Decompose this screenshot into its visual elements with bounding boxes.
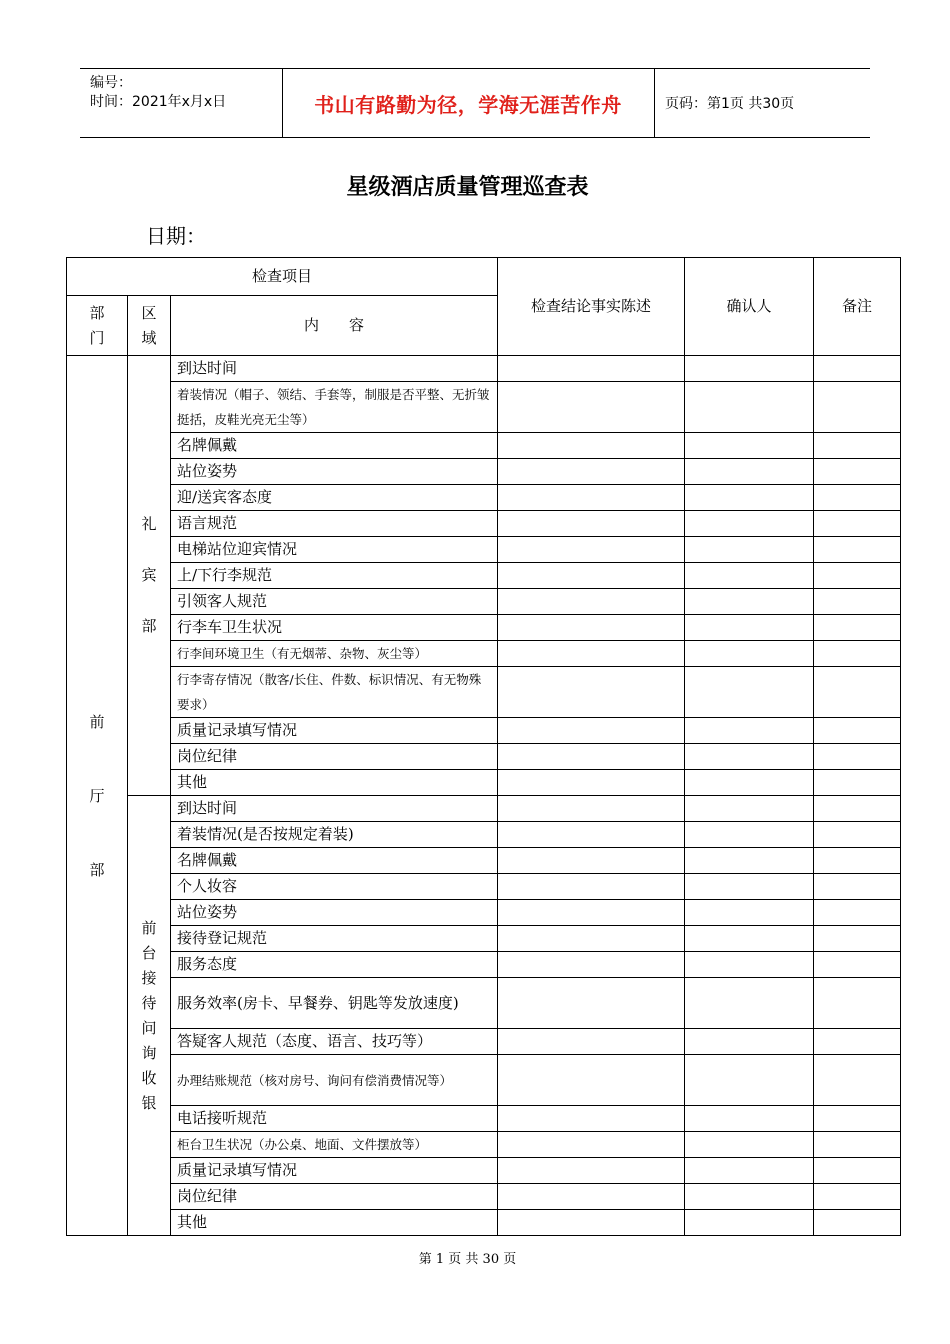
confirm-cell[interactable] [685,978,814,1029]
confirm-cell[interactable] [685,1158,814,1184]
table-row [67,1029,901,1055]
dept-cell: 前厅部 [67,356,128,1236]
remark-cell[interactable] [814,356,901,382]
remark-cell[interactable] [814,848,901,874]
conclusion-cell[interactable] [498,667,685,718]
item-content: 着装情况（帽子、领结、手套等，制服是否平整、无折皱挺括，皮鞋光亮无尘等） [171,382,498,433]
conclusion-cell[interactable] [498,537,685,563]
confirm-cell[interactable] [685,589,814,615]
table-row [67,459,901,485]
table-row [67,770,901,796]
conclusion-cell[interactable] [498,1029,685,1055]
item-content: 名牌佩戴 [171,848,498,874]
conclusion-cell[interactable] [498,978,685,1029]
confirm-cell[interactable] [685,537,814,563]
header-dept: 部门 [67,296,128,356]
conclusion-cell[interactable] [498,900,685,926]
item-content: 服务态度 [171,952,498,978]
conclusion-cell[interactable] [498,822,685,848]
confirm-cell[interactable] [685,744,814,770]
conclusion-cell[interactable] [498,874,685,900]
item-content: 答疑客人规范（态度、语言、技巧等） [171,1029,498,1055]
remark-cell[interactable] [814,433,901,459]
item-content: 质量记录填写情况 [171,1158,498,1184]
item-content: 到达时间 [171,796,498,822]
confirm-cell[interactable] [685,1210,814,1236]
conclusion-cell[interactable] [498,1055,685,1106]
remark-cell[interactable] [814,1210,901,1236]
confirm-cell[interactable] [685,848,814,874]
remark-cell[interactable] [814,615,901,641]
conclusion-cell[interactable] [498,615,685,641]
item-content: 电话接听规范 [171,1106,498,1132]
table-row [67,1158,901,1184]
table-row [67,822,901,848]
remark-cell[interactable] [814,1029,901,1055]
conclusion-cell[interactable] [498,770,685,796]
table-row [67,641,901,667]
remark-cell[interactable] [814,1106,901,1132]
table-row [67,900,901,926]
table-row [67,589,901,615]
remark-cell[interactable] [814,952,901,978]
item-content: 岗位纪律 [171,744,498,770]
conclusion-cell[interactable] [498,718,685,744]
confirm-cell[interactable] [685,1029,814,1055]
remark-cell[interactable] [814,537,901,563]
remark-cell[interactable] [814,900,901,926]
item-content: 站位姿势 [171,459,498,485]
page-footer: 第 1 页 共 30 页 [418,1252,517,1267]
item-content: 到达时间 [171,356,498,382]
confirm-cell[interactable] [685,1184,814,1210]
remark-cell[interactable] [814,718,901,744]
header-conclusion: 检查结论事实陈述 [498,258,685,356]
table-row [67,356,901,382]
confirm-cell[interactable] [685,382,814,433]
item-content: 柜台卫生状况（办公桌、地面、文件摆放等） [171,1132,498,1158]
remark-cell[interactable] [814,563,901,589]
remark-cell[interactable] [814,459,901,485]
conclusion-cell[interactable] [498,1132,685,1158]
table-row [67,848,901,874]
item-content: 迎/送宾客态度 [171,485,498,511]
document-title: 星级酒店质量管理巡查表 [346,174,589,200]
conclusion-cell[interactable] [498,796,685,822]
item-content: 语言规范 [171,511,498,537]
table-row [67,796,901,822]
item-content: 引领客人规范 [171,589,498,615]
item-content: 其他 [171,1210,498,1236]
table-row [67,952,901,978]
area-cell: 礼宾部 [128,356,171,796]
conclusion-cell[interactable] [498,1210,685,1236]
table-row [67,485,901,511]
table-row [67,1132,901,1158]
confirm-cell[interactable] [685,563,814,589]
confirm-cell[interactable] [685,1055,814,1106]
table-row [67,615,901,641]
confirm-cell[interactable] [685,952,814,978]
confirm-cell[interactable] [685,485,814,511]
table-row [67,718,901,744]
table-row [67,744,901,770]
confirm-cell[interactable] [685,356,814,382]
confirm-cell[interactable] [685,511,814,537]
header-area: 区域 [128,296,171,356]
table-row [67,1106,901,1132]
remark-cell[interactable] [814,1158,901,1184]
table-row [67,563,901,589]
remark-cell[interactable] [814,667,901,718]
table-row [67,433,901,459]
confirm-cell[interactable] [685,641,814,667]
table-row [67,978,901,1029]
conclusion-cell[interactable] [498,641,685,667]
conclusion-cell[interactable] [498,848,685,874]
item-content: 质量记录填写情况 [171,718,498,744]
table-row [67,874,901,900]
remark-cell[interactable] [814,1055,901,1106]
table-row [67,511,901,537]
remark-cell[interactable] [814,511,901,537]
time-label: 时间：2021年x月x日 [90,94,227,110]
remark-cell[interactable] [814,641,901,667]
confirm-cell[interactable] [685,433,814,459]
remark-cell[interactable] [814,978,901,1029]
conclusion-cell[interactable] [498,511,685,537]
header-check-items: 检查项目 [67,258,498,296]
item-content: 其他 [171,770,498,796]
item-content: 着装情况(是否按规定着装) [171,822,498,848]
item-content: 服务效率(房卡、早餐券、钥匙等发放速度) [171,978,498,1029]
conclusion-cell[interactable] [498,563,685,589]
remark-cell[interactable] [814,589,901,615]
header-meta [80,69,283,137]
item-content: 名牌佩戴 [171,433,498,459]
table-row [67,1210,901,1236]
conclusion-cell[interactable] [498,459,685,485]
table-row [67,537,901,563]
conclusion-cell[interactable] [498,1106,685,1132]
confirm-cell[interactable] [685,770,814,796]
remark-cell[interactable] [814,770,901,796]
header-motto: 书山有路勤为径，学海无涯苦作舟 [282,69,655,137]
conclusion-cell[interactable] [498,1184,685,1210]
remark-cell[interactable] [814,1184,901,1210]
inspection-table [66,257,901,1236]
remark-cell[interactable] [814,874,901,900]
item-content: 行李车卫生状况 [171,615,498,641]
confirm-cell[interactable] [685,1106,814,1132]
conclusion-cell[interactable] [498,926,685,952]
item-content: 站位姿势 [171,900,498,926]
remark-cell[interactable] [814,382,901,433]
item-content: 接待登记规范 [171,926,498,952]
conclusion-cell[interactable] [498,952,685,978]
remark-cell[interactable] [814,744,901,770]
header-content: 内 容 [171,296,498,356]
header-confirm: 确认人 [685,258,814,356]
confirm-cell[interactable] [685,1132,814,1158]
header-remark: 备注 [814,258,901,356]
page-header [80,68,870,138]
confirm-cell[interactable] [685,822,814,848]
confirm-cell[interactable] [685,874,814,900]
header-page-info: 页码：第1页 共30页 [665,96,795,112]
item-content: 办理结账规范（核对房号、询问有偿消费情况等） [171,1055,498,1106]
confirm-cell[interactable] [685,718,814,744]
item-content: 岗位纪律 [171,1184,498,1210]
confirm-cell[interactable] [685,926,814,952]
confirm-cell[interactable] [685,667,814,718]
confirm-cell[interactable] [685,615,814,641]
table-row [67,1184,901,1210]
remark-cell[interactable] [814,926,901,952]
conclusion-cell[interactable] [498,485,685,511]
item-content: 行李寄存情况（散客/长住、件数、标识情况、有无物殊要求） [171,667,498,718]
remark-cell[interactable] [814,485,901,511]
conclusion-cell[interactable] [498,744,685,770]
table-row [67,1055,901,1106]
confirm-cell[interactable] [685,796,814,822]
remark-cell[interactable] [814,822,901,848]
date-label: 日期： [146,224,206,248]
confirm-cell[interactable] [685,459,814,485]
conclusion-cell[interactable] [498,356,685,382]
remark-cell[interactable] [814,1132,901,1158]
conclusion-cell[interactable] [498,589,685,615]
number-label: 编号： [90,75,132,91]
item-content: 电梯站位迎宾情况 [171,537,498,563]
area-cell: 前台接待问询收银 [128,796,171,1236]
conclusion-cell[interactable] [498,382,685,433]
table-row [67,667,901,718]
conclusion-cell[interactable] [498,1158,685,1184]
item-content: 上/下行李规范 [171,563,498,589]
conclusion-cell[interactable] [498,433,685,459]
item-content: 行李间环境卫生（有无烟蒂、杂物、灰尘等） [171,641,498,667]
table-row [67,382,901,433]
table-row [67,926,901,952]
remark-cell[interactable] [814,796,901,822]
item-content: 个人妆容 [171,874,498,900]
confirm-cell[interactable] [685,900,814,926]
